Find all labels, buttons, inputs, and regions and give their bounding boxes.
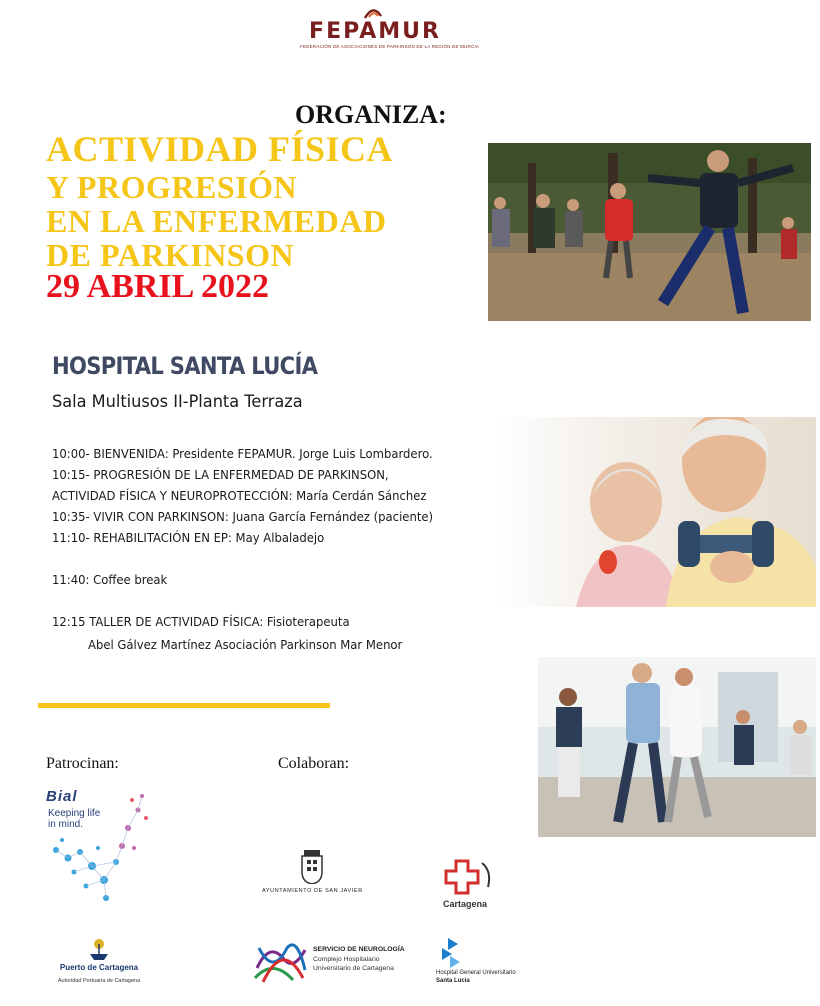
hospital-santa-lucia-logo [436,938,536,988]
neurologia-line-2: Complejo Hospitalario [313,956,380,963]
puerto-name: Puerto de Cartagena [59,963,139,972]
aires-de-salud-logo [440,855,500,910]
colaboran-label: Colaboran: [278,755,350,772]
program-item: Abel Gálvez Martínez Asociación Parkinson Mar Menor [88,637,403,652]
program-item: 10:35- VIVIR CON PARKINSON: Juana García Fernández (paciente) [52,509,434,524]
fepamur-name: FEPAMUR [309,19,441,44]
red-cross-icon [442,857,498,901]
puerto-subtitle: Autoridad Portuaria de Cartagena [57,978,141,984]
bial-name: Bial [46,788,78,805]
puerto-cartagena-logo [56,938,142,990]
patrocinan-label: Patrocinan: [46,755,119,772]
program-item: 11:10- REHABILITACIÓN EN EP: May Albaladejo [52,530,325,545]
fepamur-mark-icon [362,6,384,20]
neuron-network-icon [253,938,309,984]
bial-logo [46,788,156,908]
san-javier-name: AYUNTAMIENTO DE SAN JAVIER [262,888,363,894]
program-item: ACTIVIDAD FÍSICA Y NEUROPROTECCIÓN: María Cerdán Sánchez [52,488,427,503]
aires-city: Cartagena [443,899,488,909]
event-title-line-3: EN LA ENFERMEDAD [46,203,387,239]
san-javier-logo [262,848,362,898]
neurologia-logo [253,938,423,984]
program-item: 10:15- PROGRESIÓN DE LA ENFERMEDAD DE PARKINSON, [52,467,389,482]
venue-hospital: HOSPITAL SANTA LUCÍA [52,352,318,380]
bial-network-icon [46,788,156,908]
hospital-line-1: Hospital General Universitario [436,970,516,976]
ship-icon [88,938,110,962]
hospital-mark-icon [438,938,466,968]
fepamur-subtitle: FEDERACIÓN DE ASOCIACIONES DE PARKINSON DE LA REGIÓN DE MURCIA [300,44,480,49]
event-date: 29 ABRIL 2022 [46,268,269,305]
photo-outdoor-exercise [488,143,811,321]
program-item: 11:40: Coffee break [52,572,168,587]
venue-room: Sala Multiusos II-Planta Terraza [52,392,303,412]
neurologia-title: SERVICIO DE NEUROLOGÍA [313,946,405,953]
program-item: 12:15 TALLER DE ACTIVIDAD FÍSICA: Fisioterapeuta [52,614,350,629]
divider-bar [38,703,330,708]
organiza-heading: ORGANIZA: [295,100,447,129]
bial-tagline: Keeping life in mind. [48,808,101,830]
fepamur-logo [300,6,480,50]
event-title-line-2: Y PROGRESIÓN [46,169,298,205]
hospital-line-2: Santa Lucía [436,978,470,984]
neurologia-line-3: Universitario de Cartagena [313,965,394,972]
program-item: 10:00- BIENVENIDA: Presidente FEPAMUR. Jorge Luis Lombardero. [52,446,433,461]
photo-rehabilitation [538,657,816,837]
event-title-line-4: DE PARKINSON [46,237,295,273]
event-title-line-1: ACTIVIDAD FÍSICA [46,129,394,169]
coat-of-arms-icon [300,850,324,884]
photo-dumbbell-exercise [496,417,816,607]
